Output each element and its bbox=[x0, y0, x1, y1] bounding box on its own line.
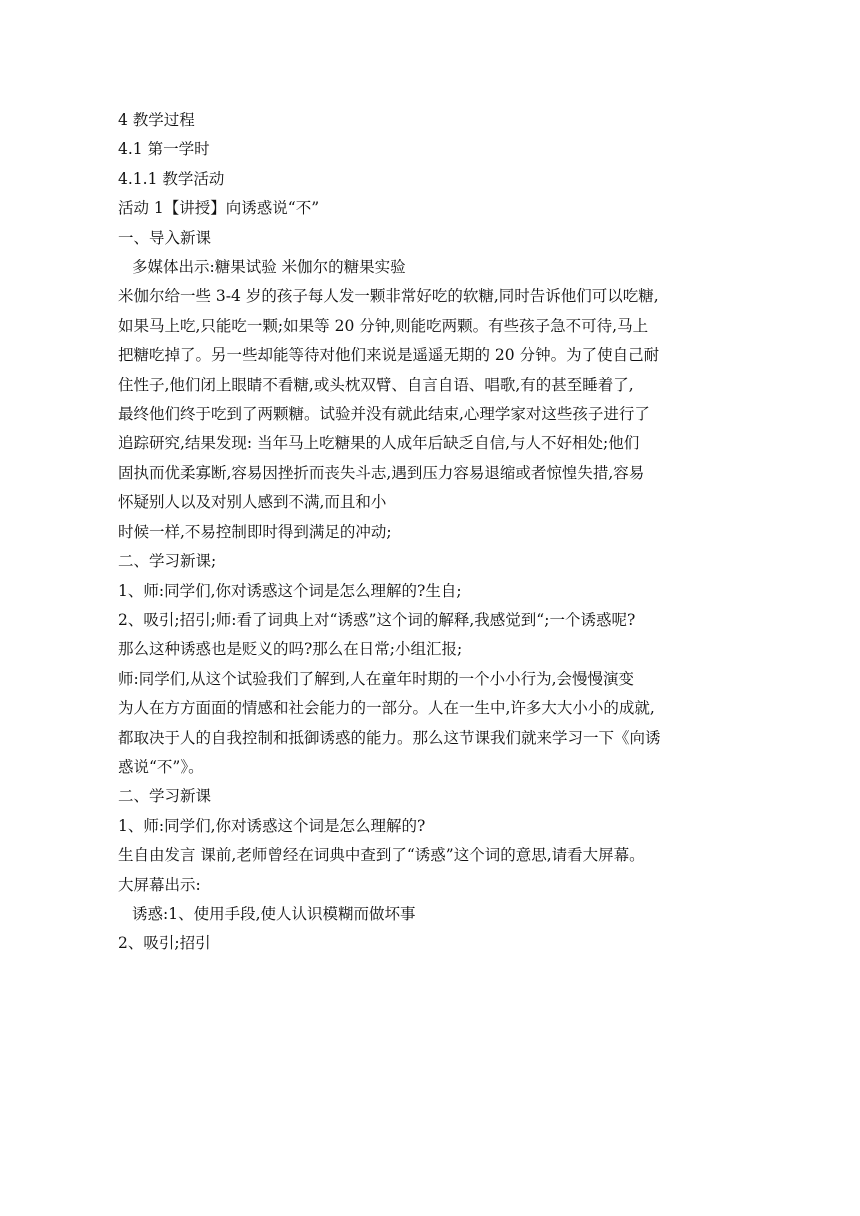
part-heading: 二、学习新课; bbox=[118, 552, 217, 571]
body-line: 最终他们终于吃到了两颗糖。试验并没有就此结束,心理学家对这些孩子进行了 bbox=[118, 405, 650, 424]
body-line: 2、吸引;招引 bbox=[118, 934, 211, 953]
section-heading: 4 教学过程 bbox=[118, 111, 195, 129]
body-line: 1、师:同学们,你对诱惑这个词是怎么理解的?生自; bbox=[118, 581, 462, 600]
subsection-heading: 4.1 第一学时 bbox=[118, 140, 210, 159]
body-line: 追踪研究,结果发现: 当年马上吃糖果的人成年后缺乏自信,与人不好相处;他们 bbox=[118, 434, 640, 453]
body-line: 怀疑别人以及对别人感到不满,而且和小 bbox=[118, 493, 387, 512]
part-heading: 一、导入新课 bbox=[118, 228, 212, 247]
body-line: 如果马上吃,只能吃一颗;如果等 20 分钟,则能吃两颗。有些孩子急不可待,马上 bbox=[118, 316, 649, 335]
body-line: 固执而优柔寡断,容易因挫折而丧失斗志,遇到压力容易退缩或者惊惶失措,容易 bbox=[118, 463, 645, 482]
body-line: 把糖吃掉了。另一些却能等待对他们来说是遥遥无期的 20 分钟。为了使自己耐 bbox=[118, 346, 660, 365]
body-line: 诱惑:1、使用手段,使人认识模糊而做坏事 bbox=[132, 904, 416, 923]
body-line: 多媒体出示:糖果试验 米伽尔的糖果实验 bbox=[132, 258, 406, 277]
body-line: 时候一样,不易控制即时得到满足的冲动; bbox=[118, 522, 392, 541]
body-line: 2、吸引;招引;师:看了词典上对“诱惑”这个词的解释,我感觉到“;一个诱惑呢? bbox=[118, 610, 636, 629]
body-line: 那么这种诱惑也是贬义的吗?那么在日常;小组汇报; bbox=[118, 640, 463, 659]
body-line: 师:同学们,从这个试验我们了解到,人在童年时期的一个小小行为,会慢慢演变 bbox=[118, 669, 635, 688]
part-heading: 二、学习新课 bbox=[118, 787, 212, 806]
body-line: 住性子,他们闭上眼睛不看糖,或头枕双臂、自言自语、唱歌,有的甚至睡着了, bbox=[118, 375, 634, 394]
body-line: 大屏幕出示: bbox=[118, 875, 201, 894]
subsubsection-heading: 4.1.1 教学活动 bbox=[118, 169, 225, 188]
body-line: 生自由发言 课前,老师曾经在词典中查到了“诱惑”这个词的意思,请看大屏幕。 bbox=[118, 846, 645, 865]
activity-title: 活动 1【讲授】向诱惑说“不” bbox=[118, 199, 320, 218]
body-line: 都取决于人的自我控制和抵御诱惑的能力。那么这节课我们就来学习一下《向诱 bbox=[118, 728, 661, 747]
document-page bbox=[118, 106, 748, 959]
body-line: 惑说“不”》。 bbox=[118, 757, 204, 776]
body-line: 1、师:同学们,你对诱惑这个词是怎么理解的? bbox=[118, 816, 426, 835]
body-line: 米伽尔给一些 3-4 岁的孩子每人发一颗非常好吃的软糖,同时告诉他们可以吃糖, bbox=[118, 287, 659, 306]
body-line: 为人在方方面面的情感和社会能力的一部分。人在一生中,许多大大小小的成就, bbox=[118, 699, 655, 718]
